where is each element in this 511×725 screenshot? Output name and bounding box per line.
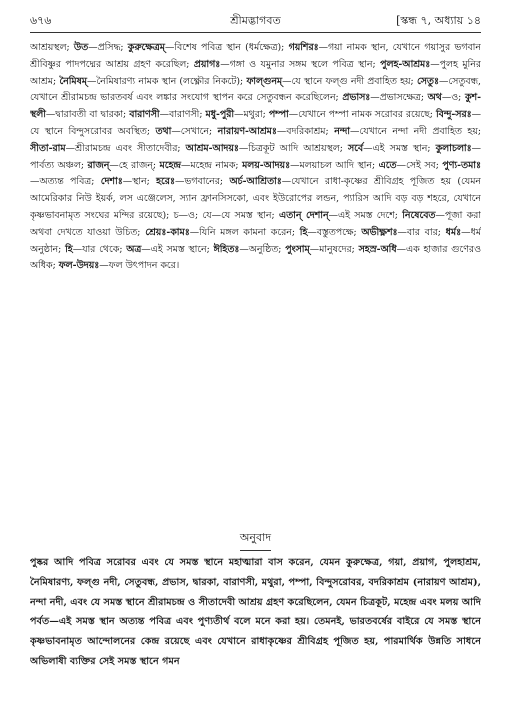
gloss-meaning: —মানুষদের; [309,243,355,255]
translation-heading-wrap [0,526,511,551]
gloss-meaning: চ—ও; [173,209,199,221]
translation-heading: অনুবাদ [240,529,271,551]
gloss-meaning: —বিশেষ পবিত্র স্থান (ধর্মক্ষেত্র); [164,42,285,53]
gloss-term: ঈহিতঃ [213,243,240,255]
page-number: ৬৭৬ [30,14,52,27]
gloss-meaning: —এই সমস্ত দেশে; [328,209,398,221]
gloss-meaning: —বার বার; [397,226,441,238]
gloss-meaning: —ধর্ম অনুষ্ঠান; [30,226,481,255]
gloss-term: অর্চ-আশ্রিতাঃ [229,176,282,188]
gloss-term: ফাল্গুনম্ [246,75,283,87]
gloss-meaning: —শ্রীরামচন্দ্র এবং সীতাদেবীর; [65,142,181,154]
section-reference: [স্কন্ধ ৭, অধ্যায় ১৪ [396,14,481,27]
gloss-term: অথ [427,92,442,104]
gloss-meaning: —এক হাজার গুণেরও অধিক; [30,243,481,272]
gloss-term: কুশ-স্থলী [30,92,481,121]
gloss-meaning: আশ্রয়স্থল; [30,42,70,53]
gloss-meaning: —বদরিকাশ্রম; [276,125,329,137]
page-header [30,12,481,30]
gloss-term: প্রভাসঃ [342,92,371,104]
gloss-term: পম্পা [268,109,289,121]
gloss-meaning: —ও; [441,92,462,104]
gloss-meaning: —মহেন্দ্র নামক; [180,159,239,171]
gloss-meaning: —এই সমস্ত স্থান; [363,142,431,154]
gloss-meaning: —প্রভাসক্ষেত্র; [370,92,424,104]
gloss-meaning: —যেখানে নন্দা নদী প্রবাহিত হয়; [350,125,481,137]
gloss-term: তথা [155,125,172,137]
gloss-term: কুরুক্ষেত্রম্ [127,42,165,53]
gloss-meaning: —হে রাজন্; [109,159,156,171]
gloss-term: হি [299,226,308,238]
gloss-meaning: —নৈমিষারণ্য নামক স্থান (লক্ষ্ণৌর নিকটে); [87,75,244,87]
gloss-meaning: —বারাণসী; [159,109,203,121]
gloss-meaning: —পুলহ মুনির আশ্রম; [30,58,481,87]
gloss-term: গয়শিরঃ [288,42,319,53]
gloss-meaning: —অনুষ্ঠিত; [239,243,282,255]
gloss-term: রাজন্ [87,159,110,171]
gloss-term: এতান্ দেশান্ [278,209,329,221]
gloss-term: অভীক্ষ্ণশঃ [361,226,398,238]
gloss-meaning: —বস্তুতপক্ষে; [307,226,357,238]
header-rule [30,32,481,33]
gloss-meaning: —যে স্থানে বিন্দুসরোবর অবস্থিত; [30,109,481,137]
gloss-meaning: —মথুরা; [234,109,266,121]
gloss-meaning: —স্থান; [122,176,150,188]
gloss-term: মলয়-আদয়ঃ [242,159,291,171]
gloss-meaning: —চিত্রকূট আদি আশ্রয়স্থল; [238,142,343,154]
gloss-term: উত [73,42,89,53]
gloss-term: হি [65,243,73,255]
gloss-term: নারায়ণ-আশ্রমঃ [217,125,277,137]
gloss-meaning: —যেখানে পম্পা নামক সরোবর রয়েছে; [288,109,433,121]
gloss-meaning: —সেখানে; [171,125,213,137]
gloss-term: বিন্দু-সরঃ [435,109,472,121]
gloss-term: সেতুঃ [416,75,439,87]
gloss-term: মধু-পুরী [205,109,235,121]
word-meanings [30,40,481,488]
gloss-term: মহেন্দ্র [159,159,181,171]
translation-text: পুষ্কর আদি পবিত্র সরোবর এবং যে সমস্ত স্থানে মহাত্মারা বাস করেন, যেমন কুরুক্ষেত্র, গয়া, প্রয়াগ, পুলহাশ্রম, নৈমিষারণ্য, ফল্গু নদী, সেতুবন্ধ, প্রভাস, দ্বারকা, বারাণসী, মথুরা, পম্পা, বিন্দুসরোবর, বদরিকাশ্রম (নারায়ণ আশ্রম), নন্দা নদী, এবং যে সমস্ত স্থানে শ্রীরামচন্দ্র ও সীতাদেবী আশ্রয় গ্রহণ করেছিলেন, যেমন চিত্রকূট, মহেন্দ্র এবং মলয় আদি পর্বত—এই সমস্ত স্থান অত্যন্ত পবিত্র এবং পুণ্যতীর্থ বলে মনে করা হয়। তেমনই, ভারতবর্ষের বাইরে যে সমস্ত স্থানে কৃষ্ণভাবনামৃত আন্দোলনের কেন্দ্র রয়েছে এবং যেখানে রাধাকৃষ্ণের শ্রীবিগ্রহ পূজিত হয়, পারমার্থিক উন্নতি সাধনে অভিলাষী ব্যক্তির সেই সমস্ত স্থানে গমন [30,557,481,667]
gloss-meaning: —গয়া নামক স্থান, যেখানে গয়াসুর ভগবান শ্রীবিষ্ণুর পাদপদ্মের আশ্রয় গ্রহণ করেছিল; [30,42,481,70]
gloss-term: কুলাচলাঃ [435,142,472,154]
gloss-meaning: —যেখানে রাধা-কৃষ্ণের শ্রীবিগ্রহ পূজিত হয় (যেমন আমেরিকার নিউ ইয়র্ক, লস এঞ্জেলেস, স্যান ফ্রানসিসকো, এবং ইউরোপের লন্ডন, প্যারিস আদি বড় বড় শহরে, যেখানে কৃষ্ণভাবনামৃত সংঘের মন্দির রয়েছে); [30,176,481,221]
gloss-meaning: —সেই সব; [396,159,439,171]
gloss-meaning: —ফল উৎপাদন করে। [99,260,180,272]
gloss-term: সর্বে [347,142,364,154]
gloss-meaning: —পূজা করা অথবা দেখতে যাওয়া উচিত; [30,209,481,238]
gloss-meaning: —যিনি মঙ্গল কামনা করেন; [189,226,296,238]
gloss-meaning: যে—যে সমস্ত স্থান; [202,209,275,221]
gloss-term: প্রয়াগঃ [193,58,221,70]
gloss-meaning: —পার্বত্য অঞ্চল; [30,142,481,171]
gloss-term: ফল-উদয়ঃ [58,260,100,272]
gloss-term: নন্দা [334,125,351,137]
gloss-meaning: —গঙ্গা ও যমুনার সঙ্গম স্থলে পবিত্র স্থান; [220,58,376,70]
gloss-meaning: —প্রসিদ্ধ; [88,42,124,53]
gloss-meaning: —যে স্থানে ফল্গু নদী প্রবাহিত হয়; [282,75,414,87]
gloss-term: পুণ্য-তমাঃ [442,159,481,171]
gloss-meaning: —সেতুবন্ধ, যেখানে শ্রীরামচন্দ্র ভারতবর্ষ এবং লঙ্কার সংযোগ স্থাপন করে সেতুবন্ধন করেছিলেন; [30,75,481,104]
gloss-term: আশ্রম-আদয়ঃ [185,142,239,154]
gloss-meaning: —দ্বারাবতী বা দ্বারকা; [45,109,127,121]
gloss-term: এতে [378,159,397,171]
gloss-meaning: —যার থেকে; [72,243,123,255]
gloss-term: দেশাঃ [100,176,123,188]
gloss-term: নৈমিষম্ [59,75,88,87]
gloss-meaning: —অত্যন্ত পবিত্র; [30,176,95,188]
gloss-term: শ্রেয়ঃ-কামঃ [145,226,190,238]
gloss-term: নিষেবেত [402,209,436,221]
gloss-term: ধর্মঃ [445,226,462,238]
book-title: শ্রীমদ্ভাগবত [230,14,281,27]
gloss-meaning: —ভগবানের; [174,176,224,188]
gloss-term: অত্র [126,243,142,255]
gloss-term: সহস্র-অধি [358,243,397,255]
gloss-term: পুলহ-আশ্রমঃ [380,58,431,70]
gloss-term: পুংসাম্ [285,243,310,255]
gloss-meaning: —এই সমস্ত স্থানে; [141,243,210,255]
gloss-term: বারাণসী [129,109,160,121]
gloss-term: হরেঃ [156,176,175,188]
gloss-meaning: —মলয়াচল আদি স্থান; [290,159,376,171]
gloss-term: সীতা-রাম [30,142,66,154]
